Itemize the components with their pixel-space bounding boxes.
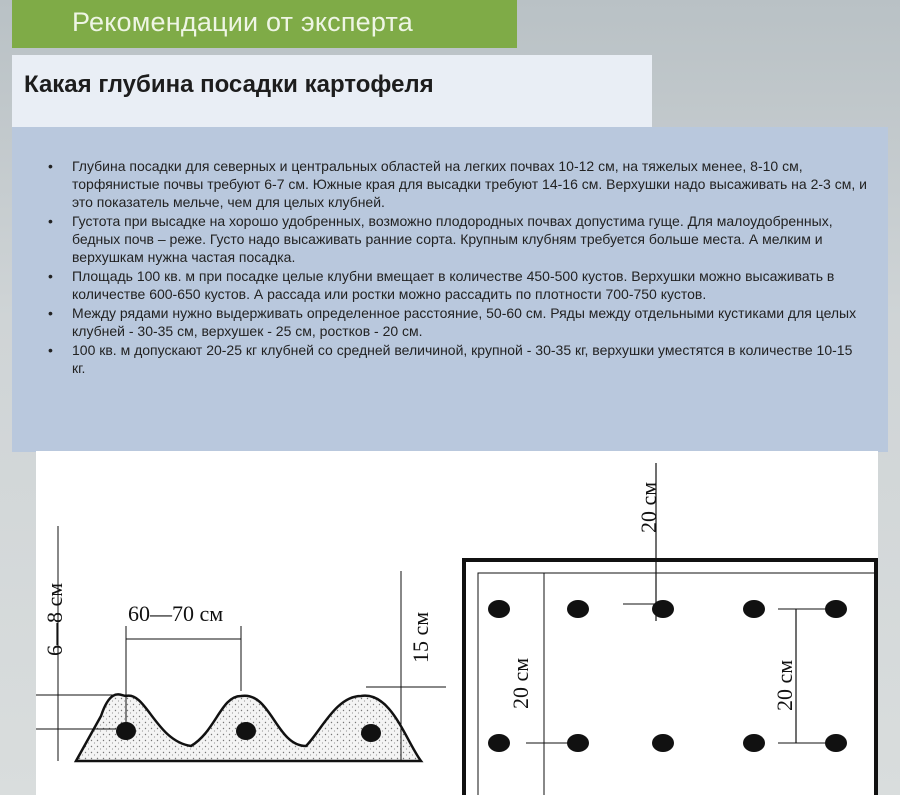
planting-hole [743, 600, 765, 618]
tip-text: Густота при высадке на хорошо удобренных, возможно плодородных почвах допустима гуще. Для малоудобренных, бедных почв – реже. Густо надо высаживать ранние сорта. Крупным клубням требуется больше места. А мелким и верхушкам нужна частая посадка. [72, 213, 833, 265]
planting-hole [825, 734, 847, 752]
bullet-icon: • [48, 268, 53, 284]
planting-diagram [36, 451, 878, 795]
left-gap-label: 20 см [508, 657, 533, 709]
planting-hole [567, 734, 589, 752]
tip-text: 100 кв. м допускают 20-25 кг клубней со средней величиной, крупной - 30-35 кг, верхушки уместятся в количестве 10-15 кг. [72, 342, 853, 376]
section-banner [12, 0, 517, 48]
tuber [236, 722, 256, 740]
tuber [116, 722, 136, 740]
bullet-icon: • [48, 158, 53, 174]
tip-text: Глубина посадки для северных и центральных областей на легких почвах 10-12 см, на тяжелых менее, 8-10 см, торфянистые почвы требуют 6-7 см. Южные края для высадки требуют 14-16 см. Верхушки надо высаживать на 2-3 см, и это показатель мельче, чем для целых клубней. [72, 158, 867, 210]
planting-hole [567, 600, 589, 618]
planting-hole [652, 734, 674, 752]
bullet-icon: • [48, 305, 53, 321]
bullet-icon: • [48, 342, 53, 358]
content-panel [12, 127, 888, 452]
ridge-depth-label: 6—8 см [42, 582, 67, 656]
top-gap-label: 20 см [636, 481, 661, 533]
list-item [48, 341, 868, 377]
planting-hole [825, 600, 847, 618]
ridge-height-label: 15 см [408, 611, 433, 663]
ridge-spacing-label: 60—70 см [128, 601, 224, 626]
bullet-icon: • [48, 213, 53, 229]
list-item [48, 267, 868, 303]
planting-hole [488, 600, 510, 618]
tip-text: Между рядами нужно выдерживать определенное расстояние, 50-60 см. Ряды между отдельными кустиками для целых клубней - 30-35 см, верхушек - 25 см, ростков - 20 см. [72, 305, 857, 339]
ridge-cross-section [36, 526, 446, 761]
title-bar [12, 55, 652, 127]
list-item [48, 304, 868, 340]
list-item [48, 157, 868, 211]
planting-diagram-svg [36, 451, 878, 795]
tips-list [48, 157, 868, 378]
planting-hole [652, 600, 674, 618]
section-label: Рекомендации от эксперта [72, 7, 413, 37]
right-gap-label: 20 см [772, 659, 797, 711]
tip-text: Площадь 100 кв. м при посадке целые клубни вмещает в количестве 450-500 кустов. Верхушки можно высаживать в количестве 600-650 кустов. А рассада или ростки можно рассадить по плотности 700-750 кустов. [72, 268, 835, 302]
page-title: Какая глубина посадки картофеля [24, 71, 434, 98]
list-item [48, 212, 868, 266]
planting-hole [488, 734, 510, 752]
tuber [361, 724, 381, 742]
planting-hole [743, 734, 765, 752]
planting-grid [464, 463, 878, 795]
